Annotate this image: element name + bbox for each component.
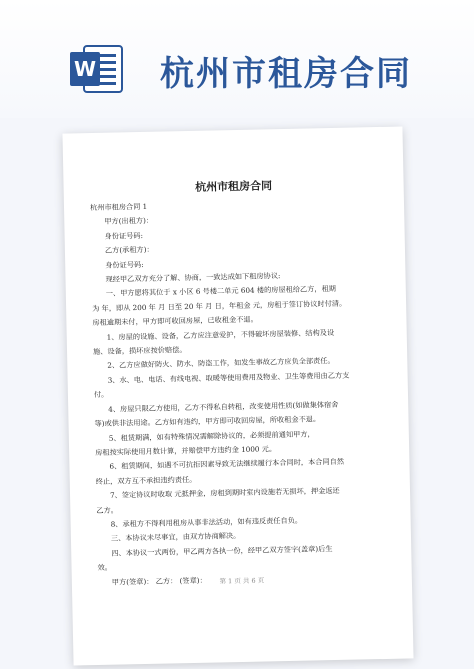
document-line: 施、设备，损坏应按价赔偿。 bbox=[92, 345, 187, 357]
document-line: 2、乙方应做好防火、防水、防盗工作，如发生事故乙方应负全部责任。 bbox=[107, 356, 335, 371]
document-line: 房租逾期未付，甲方即可收回房屋，已收租金不退。 bbox=[92, 314, 258, 328]
document-page bbox=[62, 126, 413, 665]
document-line: 一、甲方愿将其位于 x 小区 6 号楼二单元 604 楼的房屋租给乙方，租期 bbox=[105, 284, 336, 299]
document-line: 1、房屋的设施、设备，乙方应注意爱护，不得破坏房屋装修、结构及设 bbox=[106, 327, 335, 342]
document-line: 付。 bbox=[93, 389, 109, 400]
document-line: 为 年，即从 200 年 月 日至 20 年 月 日，年租金 元，房租于签订协议时付清。 bbox=[92, 298, 347, 313]
header-banner bbox=[0, 0, 474, 118]
document-line: 三、本协议未尽事宜，由双方协商解决。 bbox=[110, 531, 241, 544]
document-body bbox=[90, 195, 388, 590]
document-line: 4、房屋只限乙方使用，乙方不得私自转租，改变使用性质(如做集体宿舍 bbox=[108, 399, 339, 414]
document-line: 终止，双方互不承担违约责任。 bbox=[95, 474, 197, 486]
document-line: 乙方。 bbox=[96, 505, 119, 515]
document-line: 7、签定协议时收取 元抵押金，房租到期时室内设施若无损坏，押金返还 bbox=[109, 486, 340, 500]
document-line: 5、租赁期满，如有特殊情况需解除协议的，必须提前通知甲方， bbox=[108, 428, 315, 443]
document-line: 四、本协议一式两份，甲乙两方各执一份，经甲乙双方签字(盖章)后生 bbox=[111, 543, 333, 558]
document-line: 3、水、电、电话、有线电视、取暖等使用费用及物业、卫生等费用由乙方支 bbox=[107, 370, 350, 385]
document-line: 甲方(出租方)： bbox=[104, 216, 154, 227]
document-line: 现经甲乙双方充分了解、协商，一致达成如下租房协议: bbox=[105, 271, 281, 284]
document-line: 8、承租方不得利用租房从事非法活动，如有违反责任自负。 bbox=[110, 515, 303, 529]
app-letter: W bbox=[73, 57, 97, 81]
word-document-icon bbox=[68, 40, 126, 98]
document-line: 身份证号码: bbox=[105, 259, 144, 270]
banner-title: 杭州市租房合同 bbox=[160, 54, 412, 94]
document-line: 甲方(签章)： 乙方： (签章)： bbox=[111, 575, 207, 587]
document-line: 房租按实际使用月数计算，并赔偿甲方违约金 1000 元。 bbox=[95, 444, 277, 457]
page-indicator: 第 1 页 共 6 页 bbox=[219, 576, 265, 586]
document-line: 效。 bbox=[97, 562, 113, 573]
document-line: 6、租赁期间，如遇不可抗拒因素导致无法继续履行本合同时，本合同自然 bbox=[109, 457, 345, 472]
document-line: 乙方(承租方)： bbox=[104, 244, 154, 255]
document-title: 杭州市租房合同 bbox=[194, 179, 273, 194]
document-line: 身份证号码: bbox=[104, 230, 144, 241]
document-line: 等)或供非法用途。乙方如有违约，甲方即可收回房屋，所收租金不退。 bbox=[94, 414, 321, 429]
document-line: 杭州市租房合同 1 bbox=[89, 201, 148, 213]
